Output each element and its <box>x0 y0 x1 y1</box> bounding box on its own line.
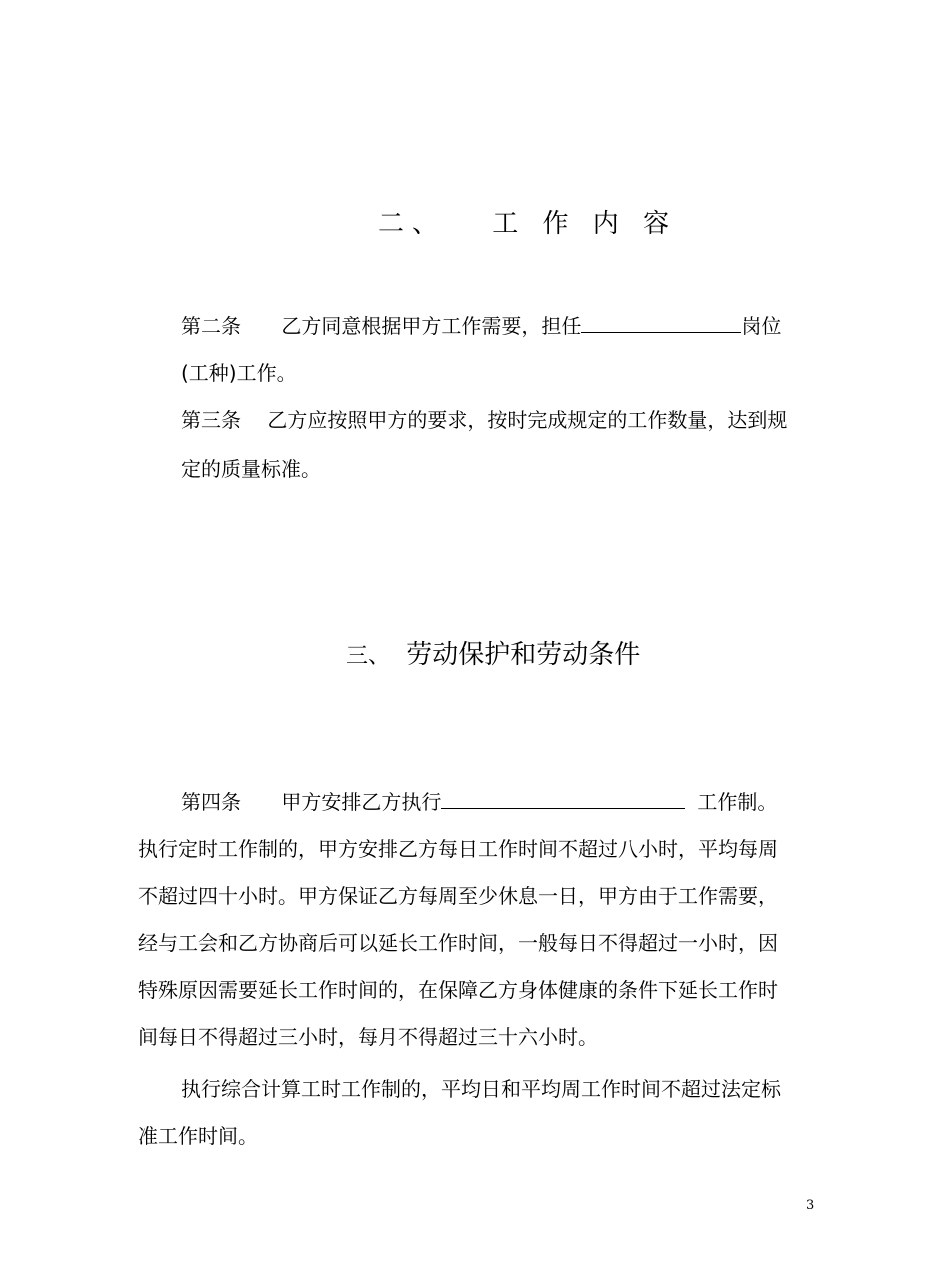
paragraph-line: 执行定时工作制的，甲方安排乙方每日工作时间不超过八小时，平均每周 <box>138 837 778 861</box>
article-3-line-1 <box>181 404 787 433</box>
article-2-line-2: (工种)工作。 <box>181 361 297 385</box>
paragraph-line: 特殊原因需要延长工作时间的，在保障乙方身体健康的条件下延长工作时 <box>138 978 778 1002</box>
blank-work-system-field[interactable] <box>441 807 685 809</box>
section-heading-2 <box>378 203 677 240</box>
article-label: 第三条 <box>181 408 241 432</box>
article-3-line-2: 定的质量标准。 <box>181 457 321 481</box>
section-number: 二、 <box>378 209 447 239</box>
paragraph-2-line-1: 执行综合计算工时工作制的，平均日和平均周工作时间不超过法定标 <box>181 1077 781 1101</box>
article-4-line-1 <box>181 786 777 815</box>
section-title: 工 作 内 容 <box>492 209 678 239</box>
article-label: 第二条 <box>181 314 241 338</box>
section-heading-3 <box>346 634 640 671</box>
article-text: 甲方安排乙方执行 <box>281 790 442 814</box>
blank-position-field[interactable] <box>581 331 741 333</box>
article-text: 乙方同意根据甲方工作需要，担任 <box>281 314 582 338</box>
paragraph-line: 经与工会和乙方协商后可以延长工作时间，一般每日不得超过一小时，因 <box>138 931 778 955</box>
section-number: 三、 <box>346 644 391 669</box>
section-title: 劳动保护和劳动条件 <box>406 640 641 670</box>
article-text: 乙方应按照甲方的要求，按时完成规定的工作数量，达到规 <box>267 408 788 432</box>
article-text-after: 工作制。 <box>697 790 778 814</box>
article-text-after: 岗位 <box>741 314 782 338</box>
article-label: 第四条 <box>181 790 241 814</box>
paragraph-line: 不超过四十小时。甲方保证乙方每周至少休息一日，甲方由于工作需要， <box>138 884 778 908</box>
page-number: 3 <box>806 1198 815 1213</box>
paragraph-line: 间每日不得超过三小时，每月不得超过三十六小时。 <box>138 1025 598 1049</box>
article-2-line-1 <box>181 310 781 339</box>
paragraph-2-line-2: 准工作时间。 <box>138 1124 258 1148</box>
